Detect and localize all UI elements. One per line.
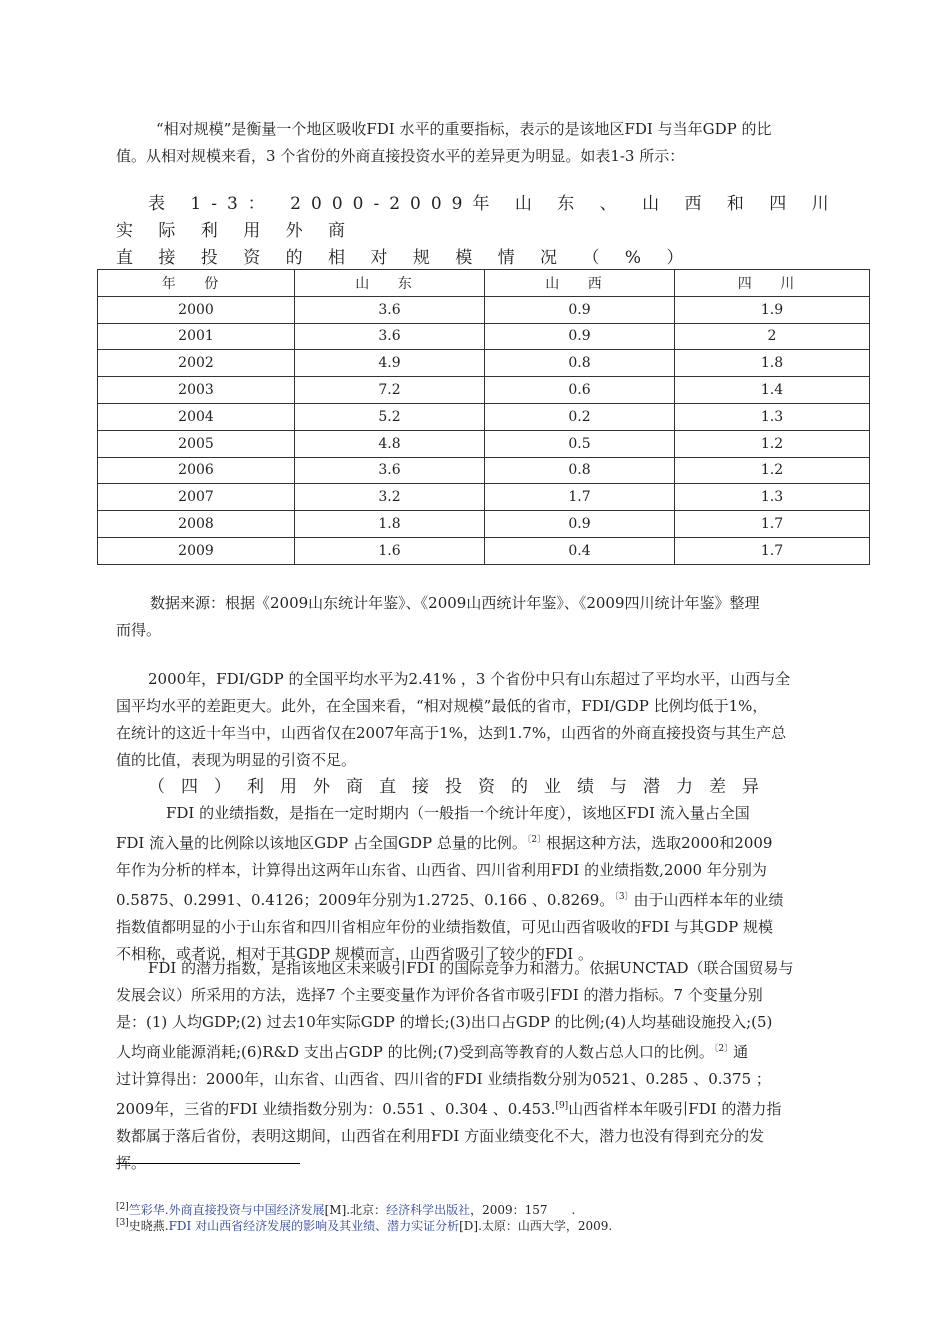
cell-year: 2001 xyxy=(98,323,295,350)
cell-sichuan: 1.3 xyxy=(675,403,870,430)
cell-sichuan: 1.7 xyxy=(675,537,870,564)
table-row xyxy=(98,377,870,404)
footnote-2-author: 史晓燕. xyxy=(128,1219,169,1233)
cell-sichuan: 2 xyxy=(675,323,870,350)
para2-line-4: 值的比值，表现为明显的引资不足。 xyxy=(116,751,357,769)
relative-scale-table xyxy=(97,269,870,565)
source-line-2: 而得。 xyxy=(116,621,162,639)
cell-sichuan: 1.4 xyxy=(675,377,870,404)
table-row xyxy=(98,430,870,457)
cell-shandong: 7.2 xyxy=(295,377,485,404)
cell-sichuan: 1.2 xyxy=(675,430,870,457)
para4-line-6: 2009年，三省的FDI 业绩指数分别为：0.551 、0.304 、0.453. xyxy=(116,1100,556,1118)
table-caption-line-2: 直 接 投 资 的 相 对 规 模 情 况 （ % ） xyxy=(116,248,694,268)
para3-line-5: 指数值都明显的小于山东省和四川省相应年份的业绩指数值，可见山西省吸收的FDI 与其GDP 规模 xyxy=(116,918,774,936)
cell-shanxi: 0.5 xyxy=(485,430,675,457)
cell-shanxi: 0.6 xyxy=(485,377,675,404)
para2-line-1: 2000年，FDI/GDP 的全国平均水平为2.41% ，3 个省份中只有山东超过了平均水平，山西与全 xyxy=(148,670,791,688)
header-year: 年 份 xyxy=(98,270,295,297)
cell-shanxi: 0.8 xyxy=(485,457,675,484)
footnote-1-publisher-link[interactable]: 经济科学出版社 xyxy=(386,1203,471,1217)
table-row xyxy=(98,537,870,564)
para3-line-2b: 根据这种方法，选取2000和2009 xyxy=(546,834,773,852)
table-row xyxy=(98,457,870,484)
cell-shandong: 5.2 xyxy=(295,403,485,430)
cell-shandong: 4.8 xyxy=(295,430,485,457)
cell-year: 2005 xyxy=(98,430,295,457)
footnote-2 xyxy=(116,1215,612,1234)
para4-line-6b: 山西省样本年吸引FDI 的潜力指 xyxy=(568,1100,782,1118)
table-row xyxy=(98,403,870,430)
cell-sichuan: 1.8 xyxy=(675,350,870,377)
cell-year: 2006 xyxy=(98,457,295,484)
cell-shanxi: 0.4 xyxy=(485,537,675,564)
para4-line-7: 数都属于落后省份，表明这期间，山西省在利用FDI 方面业绩变化不大，潜力也没有得到充分的发 xyxy=(116,1127,765,1145)
para2-line-2: 国平均水平的差距更大。此外，在全国来看，“相对规模”最低的省市，FDI/GDP 比例均低于1%， xyxy=(116,697,768,715)
cell-year: 2003 xyxy=(98,377,295,404)
intro-line-2: 值。从相对规模来看，3 个省份的外商直接投资水平的差异更为明显。如表1-3 所示： xyxy=(116,147,685,165)
para4-line-4: 人均商业能源消耗;(6)R&D 支出占GDP 的比例;(7)受到高等教育的人数占总人口的比例。 xyxy=(116,1043,714,1061)
cell-shandong: 3.6 xyxy=(295,296,485,323)
cell-shanxi: 0.2 xyxy=(485,403,675,430)
cell-shanxi: 1.7 xyxy=(485,484,675,511)
para4-line-1: FDI 的潜力指数，是指该地区未来吸引FDI 的国际竞争力和潜力。依据UNCTAD（联合国贸易与 xyxy=(148,959,794,977)
footnote-2-title-link[interactable]: FDI 对山西省经济发展的影响及其业绩、潜力实证分析 xyxy=(168,1219,460,1233)
para3-line-4b: 由于山西样本年的业绩 xyxy=(633,891,784,909)
table-row xyxy=(98,296,870,323)
header-shandong: 山 东 xyxy=(295,270,485,297)
cell-shandong: 1.8 xyxy=(295,511,485,538)
cell-shandong: 3.6 xyxy=(295,323,485,350)
source-note xyxy=(116,590,861,644)
table-header-row xyxy=(98,270,870,297)
section-heading: （四）利用外商直接投资的业绩与潜力差异 xyxy=(148,777,775,797)
cell-shanxi: 0.8 xyxy=(485,350,675,377)
table-caption xyxy=(116,191,856,272)
header-sichuan: 四 川 xyxy=(675,270,870,297)
para3-line-4: 0.5875、0.2991、0.4126；2009年分别为1.2725、0.166 、0.8269。 xyxy=(116,891,615,909)
footnote-2-end: [D].太原：山西大学，2009. xyxy=(459,1219,613,1233)
cell-shandong: 4.9 xyxy=(295,350,485,377)
table-row xyxy=(98,323,870,350)
para3-line-6: 不相称，或者说，相对于其GDP 规模而言，山西省吸引了较少的FDI 。 xyxy=(116,945,593,963)
cell-year: 2009 xyxy=(98,537,295,564)
table-row xyxy=(98,511,870,538)
table-row xyxy=(98,350,870,377)
footnote-1-mark: [2] xyxy=(116,1202,129,1212)
cell-year: 2004 xyxy=(98,403,295,430)
para4-line-2: 发展会议）所采用的方法，选择7 个主要变量作为评价各省市吸引FDI 的潜力指标。7 个变量分别 xyxy=(116,986,763,1004)
source-line-1: 数据来源：根据《2009山东统计年鉴》、《2009山西统计年鉴》、《2009四川统计年鉴》整理 xyxy=(150,594,760,612)
cell-shandong: 3.2 xyxy=(295,484,485,511)
footnote-ref[interactable]: 〔2〕 xyxy=(713,1044,734,1054)
paragraph-4 xyxy=(116,955,861,1177)
para3-line-1: FDI 的业绩指数，是指在一定时期内（一般指一个统计年度），该地区FDI 流入量占全国 xyxy=(166,804,750,822)
footnote-ref[interactable]: 〔2〕 xyxy=(526,835,547,845)
para3-line-2: FDI 流入量的比例除以该地区GDP 占全国GDP 总量的比例。 xyxy=(116,834,527,852)
para4-line-5: 过计算得出：2000年，山东省、山西省、四川省的FDI 业绩指数分别为0521、0.285 、0.375 ； xyxy=(116,1070,771,1088)
footnote-2-mark: [3] xyxy=(116,1218,129,1228)
cell-shanxi: 0.9 xyxy=(485,296,675,323)
intro-paragraph xyxy=(116,116,861,170)
cell-year: 2000 xyxy=(98,296,295,323)
cell-shandong: 1.6 xyxy=(295,537,485,564)
cell-sichuan: 1.2 xyxy=(675,457,870,484)
paragraph-2 xyxy=(116,666,861,774)
cell-shandong: 3.6 xyxy=(295,457,485,484)
header-shanxi: 山 西 xyxy=(485,270,675,297)
para4-line-3: 是：(1) 人均GDP;(2) 过去10年实际GDP 的增长;(3)出口占GDP 的比例;(4)人均基础设施投入;(5) xyxy=(116,1013,773,1031)
footnote-divider xyxy=(116,1163,300,1164)
footnote-ref[interactable]: 〔3〕 xyxy=(614,892,634,902)
intro-line-1: “相对规模”是衡量一个地区吸收FDI 水平的重要指标，表示的是该地区FDI 与当年GDP 的比 xyxy=(156,120,772,138)
cell-year: 2008 xyxy=(98,511,295,538)
cell-shanxi: 0.9 xyxy=(485,511,675,538)
footnote-1-title-link[interactable]: 外商直接投资与中国经济发展 xyxy=(168,1203,325,1217)
cell-sichuan: 1.9 xyxy=(675,296,870,323)
footnote-1-end: ，2009：157 . xyxy=(470,1203,576,1217)
cell-year: 2002 xyxy=(98,350,295,377)
table-row xyxy=(98,484,870,511)
cell-sichuan: 1.3 xyxy=(675,484,870,511)
para3-line-3: 年作为分析的样本，计算得出这两年山东省、山西省、四川省利用FDI 的业绩指数,2000 年分别为 xyxy=(116,861,767,879)
footnote-1-mid: [M].北京： xyxy=(324,1203,387,1217)
para4-line-8: 挥。 xyxy=(116,1154,147,1172)
cell-sichuan: 1.7 xyxy=(675,511,870,538)
cell-shanxi: 0.9 xyxy=(485,323,675,350)
paragraph-3 xyxy=(116,800,861,968)
footnote-1-author: 竺彩华. xyxy=(128,1203,169,1217)
cell-year: 2007 xyxy=(98,484,295,511)
table-caption-line-1: 表 1-3： 2000-2009年 山 东 、 山 西 和 四 川 实 际 利 用 外 商 xyxy=(116,194,839,241)
para4-line-4b: 通 xyxy=(733,1043,749,1061)
para2-line-3: 在统计的这近十年当中，山西省仅在2007年高于1%，达到1.7%，山西省的外商直接投资与其生产总 xyxy=(116,724,787,742)
footnote-ref[interactable]: [9] xyxy=(555,1101,569,1111)
